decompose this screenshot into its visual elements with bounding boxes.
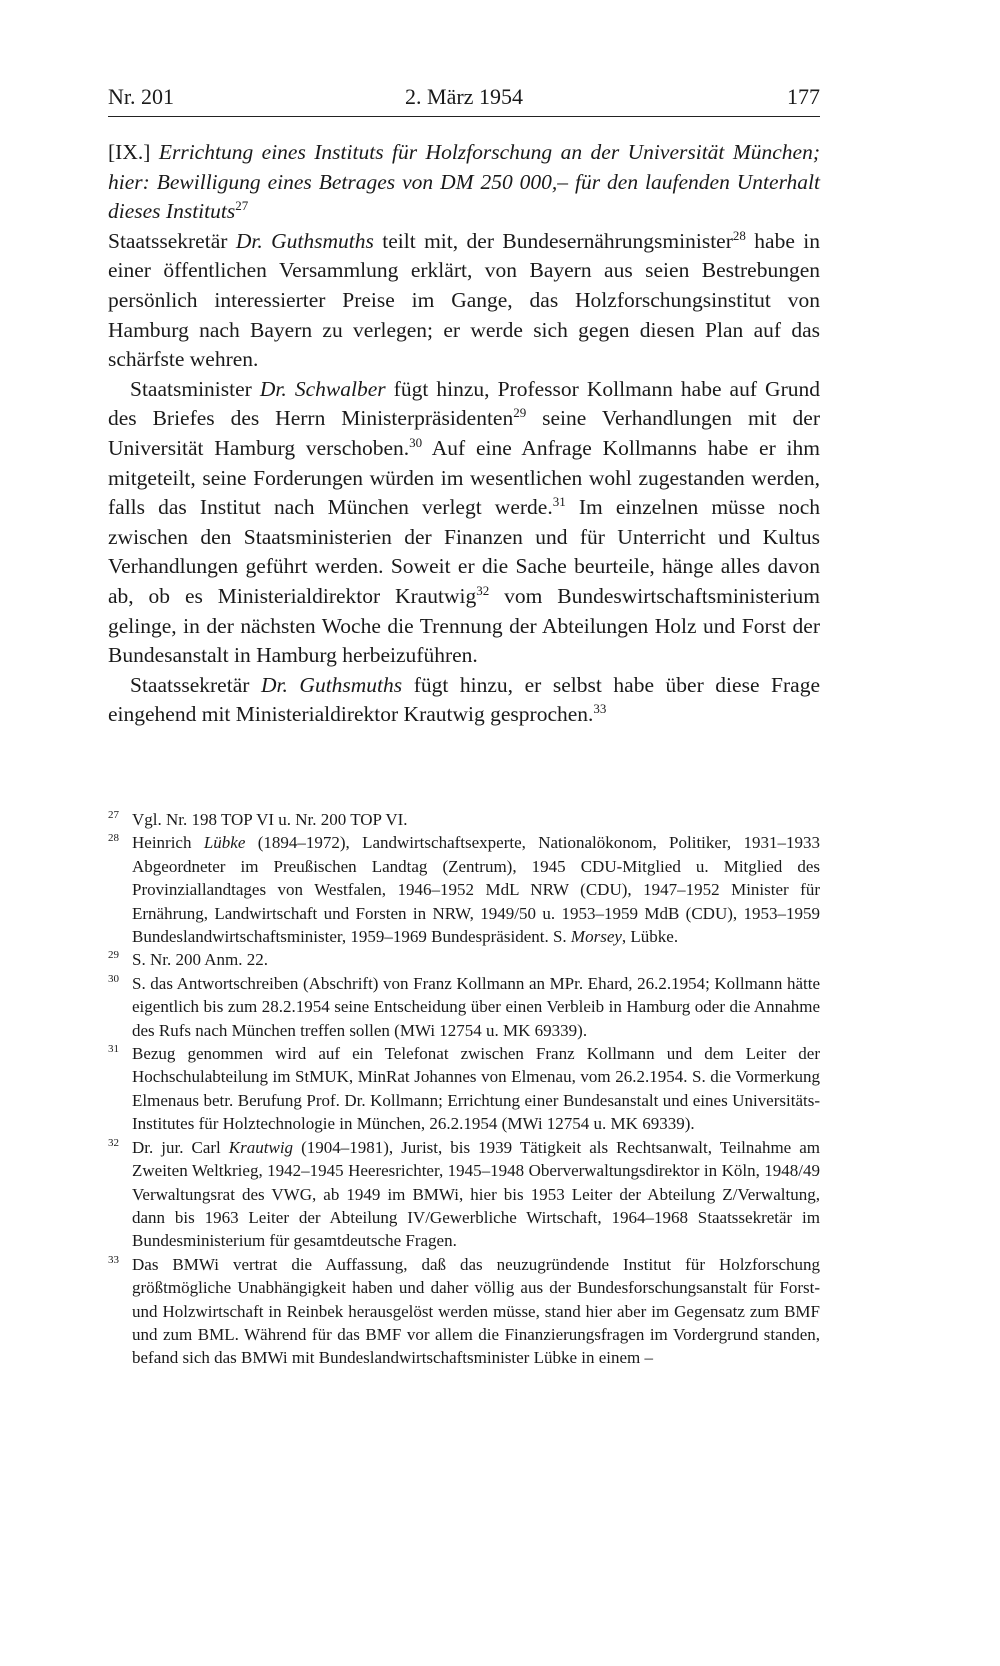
footnote-text: Dr. jur. Carl	[132, 1137, 229, 1157]
footnote-number: 27	[108, 809, 119, 821]
section-label: [IX.]	[108, 140, 151, 164]
paragraph-1	[108, 227, 820, 375]
footnote-ref: 28	[732, 227, 746, 243]
paragraph-3	[108, 671, 820, 730]
text: Staatsminister	[130, 376, 260, 401]
text: fügt hinzu, er selbst habe über diese Frage eingehend mit Ministerialdirektor Krautwig gesprochen.	[108, 672, 820, 727]
footnote-text: S. das Antwortschreiben (Abschrift) von Franz Kollmann an MPr. Ehard, 26.2.1954; Kollmann hätte eigentlich bis zum 28.2.1954 seine Entscheidung über einen Verbleib in Hamburg oder die Annahme des Rufs nach München treffen sollen (MWi 12754 u. MK 69339).	[132, 973, 820, 1040]
text: vom Bundeswirtschaftsministerium gelinge, in der nächsten Woche die Trennung der Abteilungen Holz und Forst der Bundesanstalt in Hamburg herbeizuführen.	[108, 583, 820, 668]
footnote-number: 31	[108, 1043, 119, 1056]
footnote-number: 30	[108, 972, 119, 985]
meeting-date: 2. März 1954	[405, 84, 523, 109]
text: habe in einer öffentlichen Versammlung erklärt, von Bayern aus seien Bestrebungen persönlich interessierter Preise im Gange, das Holzforschungsinstitut von Hamburg nach Bayern zu verlegen; er werde sich gegen diesen Plan auf das schärfste wehren.	[108, 228, 821, 372]
footnote-text: Heinrich	[132, 833, 204, 853]
footnote-ref: 32	[476, 582, 490, 598]
author-name: Morsey	[570, 927, 622, 947]
footnote-text: S. Nr. 200 Anm. 22.	[132, 950, 269, 970]
text: Staatssekretär	[130, 672, 261, 697]
footnote-text: , Lübke.	[621, 927, 679, 947]
person-name: Lübke	[203, 833, 246, 853]
text: seine Verhandlungen mit der Universität Hamburg verschoben.	[108, 406, 820, 460]
text: teilt mit, der Bundesernährungsminister	[373, 228, 733, 253]
footnote-30	[108, 972, 820, 1042]
footnote-text: (1904–1981), Jurist, bis 1939 Tätigkeit als Rechtsanwalt, Teilnahme am Zweiten Weltkrieg, 1942–1945 Heeresrichter, 1945–1948 Oberverwaltungsdirektor in Köln, 1948/49 Verwaltungsrat des VWG, ab 1949 im BMWi, hier bis 1953 Leiter der Abteilung Z/Verwaltung, dann bis 1963 Leiter der Abteilung IV/Gewerbliche Wirtschaft, 1964–1968 Staatssekretär im Bundesministerium für gesamtdeutsche Fragen.	[132, 1137, 820, 1251]
footnote-31	[108, 1042, 820, 1136]
speaker-name: Dr. Guthsmuths	[260, 672, 403, 697]
footnote-number: 28	[108, 832, 119, 845]
footnote-text: Vgl. Nr. 198 TOP VI u. Nr. 200 TOP VI.	[132, 810, 408, 829]
footnote-number: 29	[108, 949, 119, 962]
speaker-name: Dr. Guthsmuths	[235, 228, 374, 253]
footnote-text: (1894–1972), Landwirtschaftsexperte, Nationalökonom, Politiker, 1931–1933 Abgeordneter im Preußischen Landtag (Zentrum), 1945 CDU-Mitglied u. Mitglied des Provinziallandtages von Westfalen, 1946–1952 MdL NRW (CDU), 1947–1952 Minister für Ernährung, Landwirtschaft und Forsten in NRW, 1949/50 u. 1953–1959 MdB (CDU), 1953–1959 Bundeslandwirtschaftsminister, 1959–1969 Bundespräsident. S.	[132, 833, 820, 947]
text: Auf eine Anfrage Kollmanns habe er ihm mitgeteilt, seine Forderungen würden im wesentlichen wohl zugestanden werden, falls das Institut nach München verlegt werde.	[108, 435, 820, 520]
footnotes	[108, 808, 820, 1370]
footnote-text: Das BMWi vertrat die Auffassung, daß das neuzugründende Institut für Holzforschung größtmögliche Unabhängigkeit haben und daher völlig aus der Bundesforschungsanstalt für Forst- und Holzwirtschaft in Reinbek herausgelöst werden müsse, stand hier aber im Gegensatz zum BMF und zum BML. Während für das BMF vor allem die Finanzierungsfragen im Vordergrund standen, befand sich das BMWi mit Bundeslandwirtschaftsminister Lübke in einem –	[132, 1254, 820, 1368]
footnote-number: 32	[108, 1136, 119, 1149]
footnote-ref: 29	[513, 405, 527, 421]
text: fügt hinzu, Professor Kollmann habe auf Grund des Briefes des Herrn Ministerpräsidenten	[108, 376, 820, 431]
footnote-ref: 33	[593, 701, 607, 717]
section-title: Errichtung eines Instituts für Holzforschung an der Universität München; hier: Bewilligung eines Betrages von DM 250 000,– für den laufenden Unterhalt dieses Instituts	[108, 140, 820, 224]
footnote-28	[108, 831, 820, 948]
footnote-ref: 27	[235, 198, 249, 214]
footnote-number: 33	[108, 1253, 119, 1266]
text: Staatssekretär	[108, 228, 236, 253]
footnote-text: Bezug genommen wird auf ein Telefonat zwischen Franz Kollmann und dem Leiter der Hochschulabteilung im StMUK, MinRat Johannes von Elmenau, vom 26.2.1954. S. die Vormerkung Elmenaus betr. Berufung Prof. Dr. Kollmann; Errichtung einer Bundesanstalt und eines Universitäts-Institutes für Holztechnologie in München, 26.2.1954 (MWi 12754 u. MK 69339).	[132, 1044, 820, 1134]
person-name: Krautwig	[228, 1137, 294, 1157]
section-heading	[108, 138, 820, 227]
paragraph-2	[108, 375, 820, 671]
footnote-ref: 30	[409, 434, 423, 450]
footnote-27	[108, 808, 820, 831]
footnote-ref: 31	[552, 494, 566, 510]
footnote-32	[108, 1136, 820, 1253]
running-header	[108, 82, 820, 117]
main-text	[108, 138, 820, 730]
page-number: 177	[787, 84, 820, 109]
speaker-name: Dr. Schwalber	[259, 376, 386, 401]
footnote-33	[108, 1253, 820, 1370]
text: Im einzelnen müsse noch zwischen den Staatsministerien der Finanzen und für Unterricht und Kultus Verhandlungen geführt werden. Soweit er die Sache beurteile, hänge alles davon ab, ob es Ministerialdirektor Krautwig	[108, 495, 820, 608]
footnote-29	[108, 948, 820, 971]
document-number: Nr. 201	[108, 84, 174, 109]
